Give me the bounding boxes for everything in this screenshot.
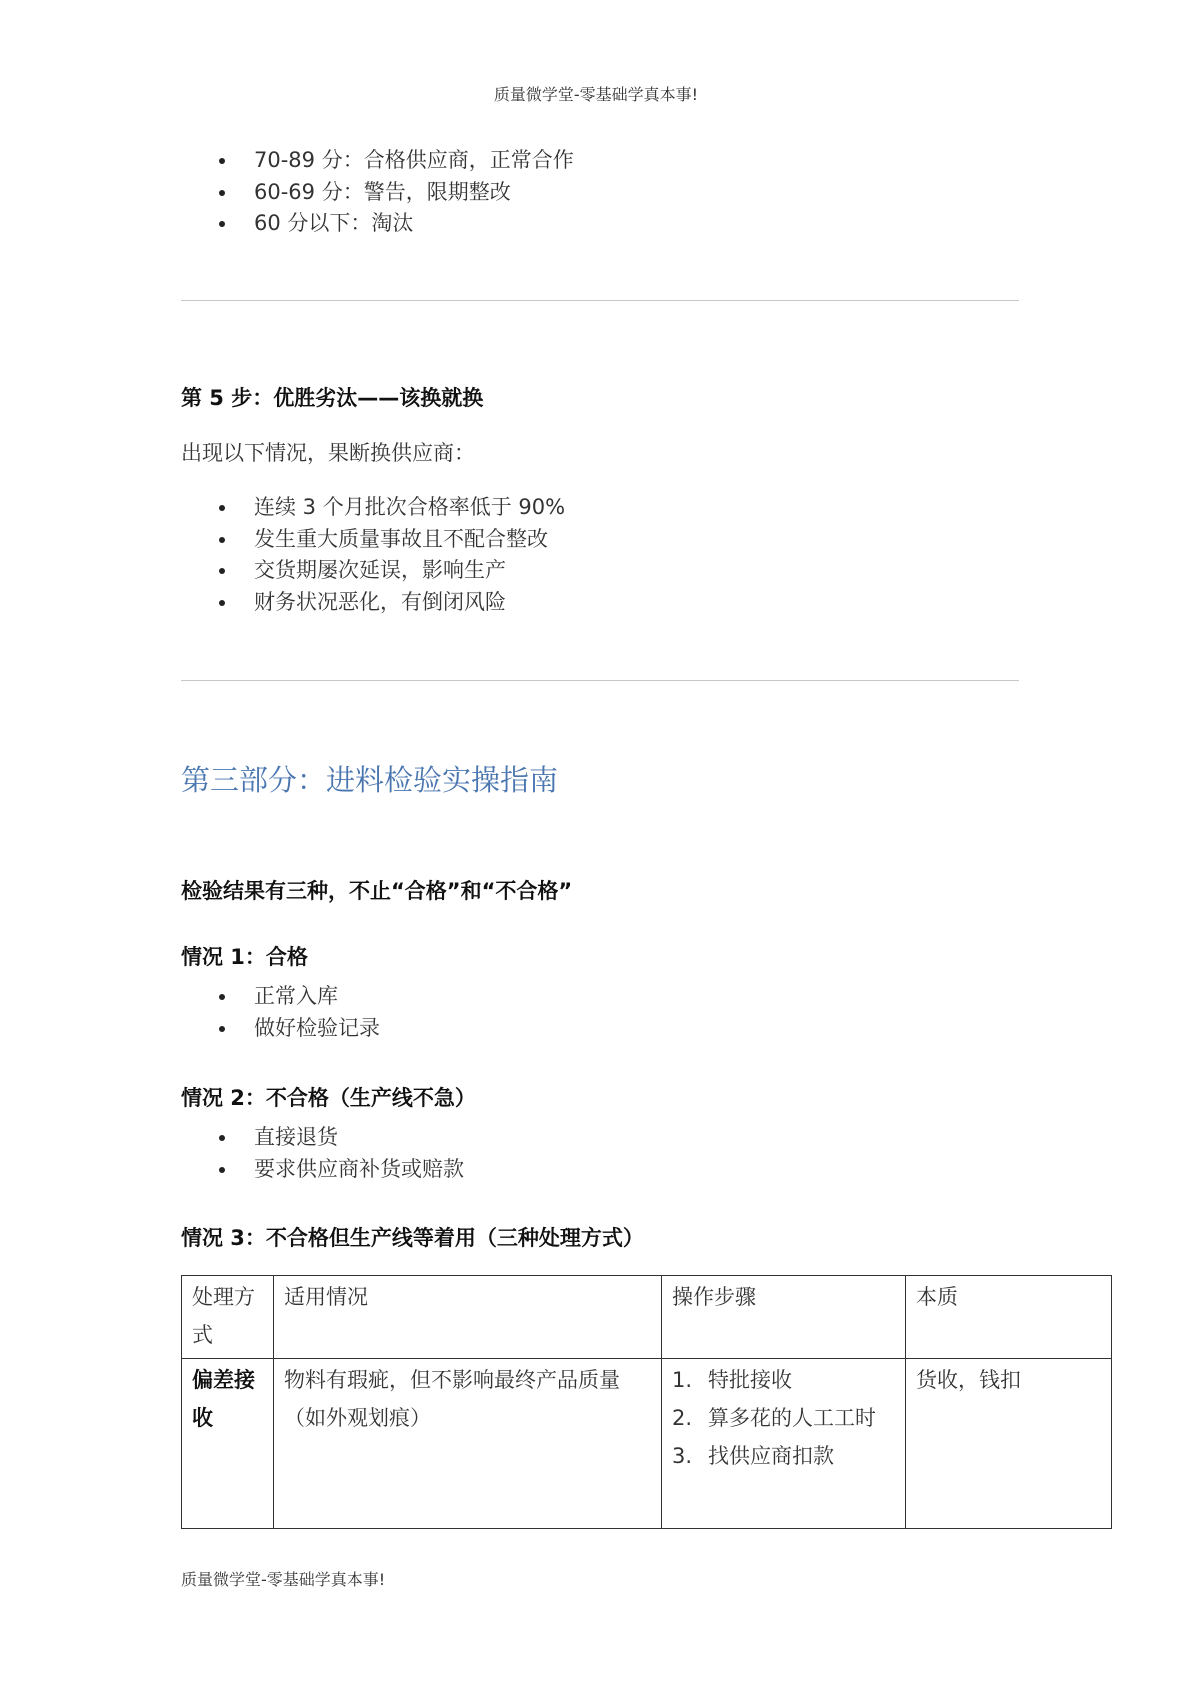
case3-title: 情况 3：不合格但生产线等着用（三种处理方式） <box>181 1226 644 1250</box>
list-item: 60-69 分：警告，限期整改 <box>181 177 574 209</box>
bullet-icon <box>219 994 225 1000</box>
list-item: 直接退货 <box>181 1122 464 1154</box>
list-item: 财务状况恶化，有倒闭风险 <box>181 587 565 619</box>
case2-list <box>181 1122 464 1185</box>
step5-title: 第 5 步：优胜劣汰——该换就换 <box>181 386 484 410</box>
case2-title: 情况 2：不合格（生产线不急） <box>181 1086 476 1110</box>
header-cell: 操作步骤 <box>662 1276 906 1359</box>
page-footer: 质量微学堂-零基础学真本事! <box>181 1570 386 1589</box>
horizontal-rule <box>181 680 1019 681</box>
table-row <box>182 1359 1112 1529</box>
list-item: 1. 特批接收 <box>672 1368 792 1392</box>
score-list <box>181 145 574 240</box>
list-item: 60 分以下：淘汰 <box>181 208 574 240</box>
header-cell: 本质 <box>906 1276 1112 1359</box>
step5-list <box>181 492 565 618</box>
list-item: 正常入库 <box>181 981 380 1013</box>
horizontal-rule <box>181 300 1019 301</box>
case1-title: 情况 1：合格 <box>181 945 308 969</box>
section-title: 第三部分：进料检验实操指南 <box>181 763 559 797</box>
header-cell: 处理方式 <box>182 1276 274 1359</box>
page-header: 质量微学堂-零基础学真本事! <box>493 85 699 104</box>
method-cell: 偏差接收 <box>182 1359 274 1529</box>
list-item: 发生重大质量事故且不配合整改 <box>181 524 565 556</box>
list-item: 交货期屡次延误，影响生产 <box>181 555 565 587</box>
steps-list <box>672 1361 895 1475</box>
step5-intro: 出现以下情况，果断换供应商： <box>181 441 475 465</box>
bullet-icon <box>219 158 225 164</box>
bullet-icon <box>219 190 225 196</box>
essence-cell: 货收，钱扣 <box>906 1359 1112 1529</box>
handling-table <box>181 1275 1112 1529</box>
list-item: 连续 3 个月批次合格率低于 90% <box>181 492 565 524</box>
list-item: 2. 算多花的人工工时 <box>672 1406 876 1430</box>
bullet-icon <box>219 568 225 574</box>
bullet-icon <box>219 221 225 227</box>
condition-cell: 物料有瑕疵，但不影响最终产品质量（如外观划痕） <box>274 1359 662 1529</box>
bullet-icon <box>219 505 225 511</box>
case1-list <box>181 981 380 1044</box>
list-item: 做好检验记录 <box>181 1013 380 1045</box>
list-item: 3. 找供应商扣款 <box>672 1444 834 1468</box>
list-item: 要求供应商补货或赔款 <box>181 1154 464 1186</box>
header-cell: 适用情况 <box>274 1276 662 1359</box>
steps-cell <box>662 1359 906 1529</box>
bullet-icon <box>219 537 225 543</box>
list-item: 70-89 分：合格供应商，正常合作 <box>181 145 574 177</box>
table-header-row <box>182 1276 1112 1359</box>
section-subtitle: 检验结果有三种，不止“合格”和“不合格” <box>181 879 573 903</box>
bullet-icon <box>219 1167 225 1173</box>
bullet-icon <box>219 1135 225 1141</box>
bullet-icon <box>219 600 225 606</box>
bullet-icon <box>219 1026 225 1032</box>
